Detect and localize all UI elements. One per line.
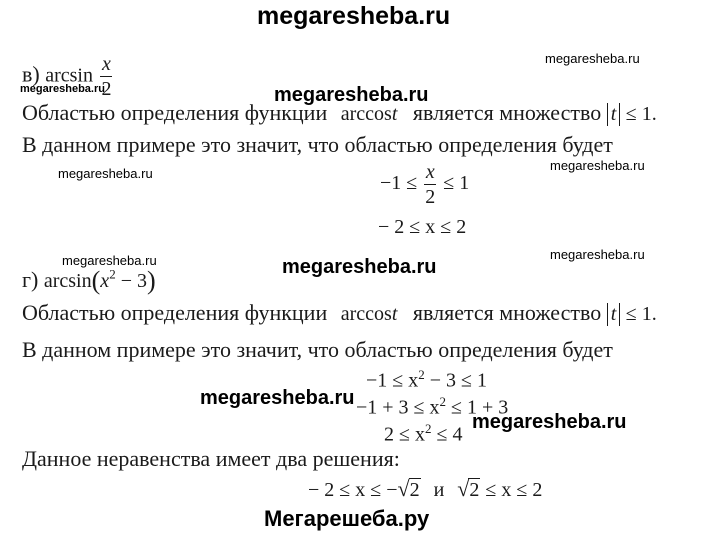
watermark-small: megaresheba.ru <box>58 166 153 181</box>
part-g-inequality-3 <box>384 421 462 447</box>
arg-base: x <box>100 270 110 292</box>
ineq-fraction <box>424 162 436 207</box>
domain-var: t <box>391 103 398 125</box>
part-v-domain-line <box>22 100 657 126</box>
sqrt-radicand: 2 <box>469 479 480 501</box>
part-g-example-line: В данном примере это значит, что областью определения будет <box>22 337 613 362</box>
ineq-right: ≤ 1 <box>443 172 470 195</box>
domain-mid: является множество <box>412 300 602 325</box>
sqrt-symbol: √ 2 <box>397 476 420 501</box>
ineq-part: ≤ 4 <box>431 423 463 446</box>
watermark-bold: megaresheba.ru <box>274 84 429 106</box>
open-paren: ( <box>91 266 101 295</box>
ineq-exp: 2 <box>418 367 425 382</box>
domain-abs: t <box>607 103 621 126</box>
watermark-small: megaresheba.ru <box>62 253 157 268</box>
watermark-bold: megaresheba.ru <box>282 256 437 278</box>
ineq-frac-num: x <box>425 161 435 183</box>
domain-func: arccos <box>340 103 392 125</box>
ineq-part: −1 ≤ x <box>366 369 419 392</box>
ineq-part: 2 ≤ x <box>384 423 425 446</box>
part-g-domain-line <box>22 300 657 326</box>
part-v-inequality-2: − 2 ≤ x ≤ 2 <box>378 216 467 238</box>
watermark-footer: Мегарешеба.ру <box>264 506 430 531</box>
watermark-small: megaresheba.ru <box>550 247 645 262</box>
domain-cond: ≤ 1. <box>625 303 657 325</box>
watermark-small: megaresheba.ru <box>550 158 645 173</box>
solution-part: ≤ x ≤ 2 <box>480 479 543 501</box>
ineq-part: −1 + 3 ≤ x <box>356 396 440 419</box>
ineq-exp: 2 <box>439 394 447 409</box>
part-v-example-line: В данном примере это значит, что областью определения будет <box>22 132 613 157</box>
ineq-frac-den: 2 <box>425 186 436 208</box>
part-g-func: arcsin <box>43 270 92 292</box>
domain-abs: t <box>607 303 621 326</box>
part-g-inequality-1 <box>366 367 487 393</box>
sqrt-symbol: √ 2 <box>457 476 480 501</box>
domain-text: Областью определения функции <box>22 300 328 325</box>
part-v-label: в) <box>22 61 40 87</box>
solution-part: − 2 ≤ x ≤ − <box>308 479 398 501</box>
part-v-frac-num: x <box>102 53 111 75</box>
part-v-func: arcsin <box>45 64 93 87</box>
watermark-small: megaresheba.ru <box>20 83 105 95</box>
domain-mid: является множество <box>412 100 602 125</box>
domain-func: arccos <box>340 303 392 325</box>
solution-and: и <box>433 479 445 501</box>
sqrt-radicand: 2 <box>409 479 420 501</box>
part-g-header <box>22 266 156 296</box>
arg-exp: 2 <box>109 266 116 282</box>
part-v-frac-den: 2 <box>101 78 112 100</box>
part-g-solutions-line: Данное неравенства имеет два решения: <box>22 446 400 471</box>
ineq-part: − 3 ≤ 1 <box>424 369 488 392</box>
watermark-small: megaresheba.ru <box>545 51 640 66</box>
ineq-part: ≤ 1 + 3 <box>446 396 509 419</box>
domain-var: t <box>391 303 398 325</box>
ineq-exp: 2 <box>424 421 432 436</box>
arg-tail: − 3 <box>115 270 147 292</box>
watermark-bold: megaresheba.ru <box>200 387 355 409</box>
domain-text: Областью определения функции <box>22 100 328 125</box>
ineq-left: −1 ≤ <box>380 172 418 195</box>
watermark-top: megaresheba.ru <box>257 2 451 30</box>
part-g-solutions <box>308 476 542 502</box>
close-paren: ) <box>146 266 156 295</box>
part-v-inequality-1 <box>380 162 469 207</box>
watermark-bold: megaresheba.ru <box>472 411 627 433</box>
domain-cond: ≤ 1. <box>625 103 657 125</box>
part-g-label: г) <box>22 267 39 292</box>
